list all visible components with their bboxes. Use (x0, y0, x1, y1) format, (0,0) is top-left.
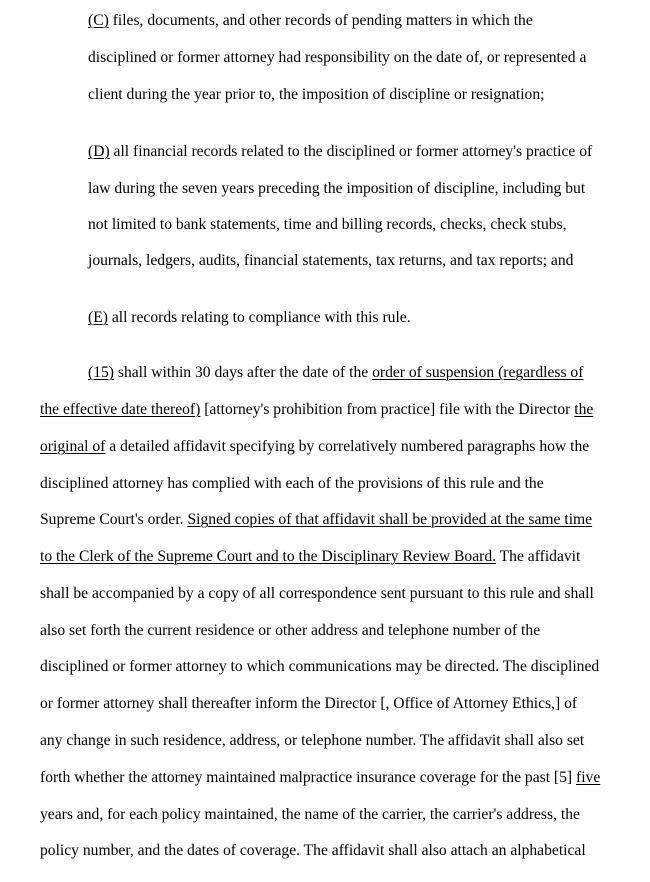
paragraph-d-label: (D) (88, 143, 110, 160)
paragraph-c-label: (C) (88, 12, 109, 29)
paragraph-c-line-1 (88, 12, 533, 30)
paragraph-15-line-2 (40, 401, 593, 419)
text-run: a detailed affidavit specifying by correlatively numbered paragraphs how the (105, 438, 590, 455)
text-run: files, documents, and other records of pending matters in which the (108, 12, 533, 29)
inserted-text: the (574, 401, 594, 418)
paragraph-d-line-1 (88, 143, 592, 161)
inserted-text: Signed copies of that affidavit shall be provided at the same time (187, 511, 593, 528)
text-run: forth whether the attorney maintained malpractice insurance coverage for the past [5] (40, 769, 577, 786)
paragraph-e-label: (E) (88, 309, 108, 326)
paragraph-15-line-3 (40, 438, 589, 456)
paragraph-c-line-2: disciplined or former attorney had responsibility on the date of, or represented a (88, 49, 587, 66)
paragraph-15-label: (15) (88, 364, 114, 381)
inserted-text: to the Clerk of the Supreme Court and to the Disciplinary Review Board. (40, 548, 497, 565)
paragraph-15-line-13: years and, for each policy maintained, the name of the carrier, the carrier's address, the (40, 806, 580, 823)
paragraph-d-line-3: not limited to bank statements, time and billing records, checks, check stubs, (88, 216, 567, 233)
inserted-text: original of (40, 438, 106, 455)
paragraph-15-line-9: disciplined or former attorney to which communications may be directed. The disciplined (40, 658, 600, 675)
paragraph-15-line-11: any change in such residence, address, or telephone number. The affidavit shall also set (40, 732, 585, 749)
text-run: [attorney's prohibition from practice] file with the Director (200, 401, 575, 418)
paragraph-15-line-8: also set forth the current residence or other address and telephone number of the (40, 622, 541, 639)
paragraph-15-line-5 (40, 511, 592, 529)
paragraph-15-line-14: policy number, and the dates of coverage. The affidavit shall also attach an alphabetical (40, 842, 586, 859)
paragraph-c-line-3: client during the year prior to, the imposition of discipline or resignation; (88, 86, 545, 103)
text-run: all records relating to compliance with this rule. (107, 309, 411, 326)
paragraph-d-line-4: journals, ledgers, audits, financial statements, tax returns, and tax reports; and (88, 252, 574, 269)
paragraph-e-line-1 (88, 309, 411, 327)
text-run: all financial records related to the disciplined or former attorney's practice of (109, 143, 593, 160)
text-run: Supreme Court's order. (40, 511, 188, 528)
text-run: shall within 30 days after the date of the (113, 364, 373, 381)
paragraph-15-line-12 (40, 769, 600, 787)
paragraph-15-line-4: disciplined attorney has complied with each of the provisions of this rule and the (40, 475, 544, 492)
inserted-text: five (576, 769, 601, 786)
inserted-text: order of suspension (regardless of (372, 364, 584, 381)
paragraph-15-line-10: or former attorney shall thereafter inform the Director [, Office of Attorney Ethics,] of (40, 695, 578, 712)
paragraph-d-line-2: law during the seven years preceding the imposition of discipline, including but (88, 180, 586, 197)
inserted-text: the effective date thereof) (40, 401, 201, 418)
paragraph-15-line-6 (40, 548, 580, 566)
text-run: The affidavit (496, 548, 581, 565)
paragraph-15-line-7: shall be accompanied by a copy of all correspondence sent pursuant to this rule and shall (40, 585, 594, 602)
paragraph-15-line-1 (88, 364, 583, 382)
